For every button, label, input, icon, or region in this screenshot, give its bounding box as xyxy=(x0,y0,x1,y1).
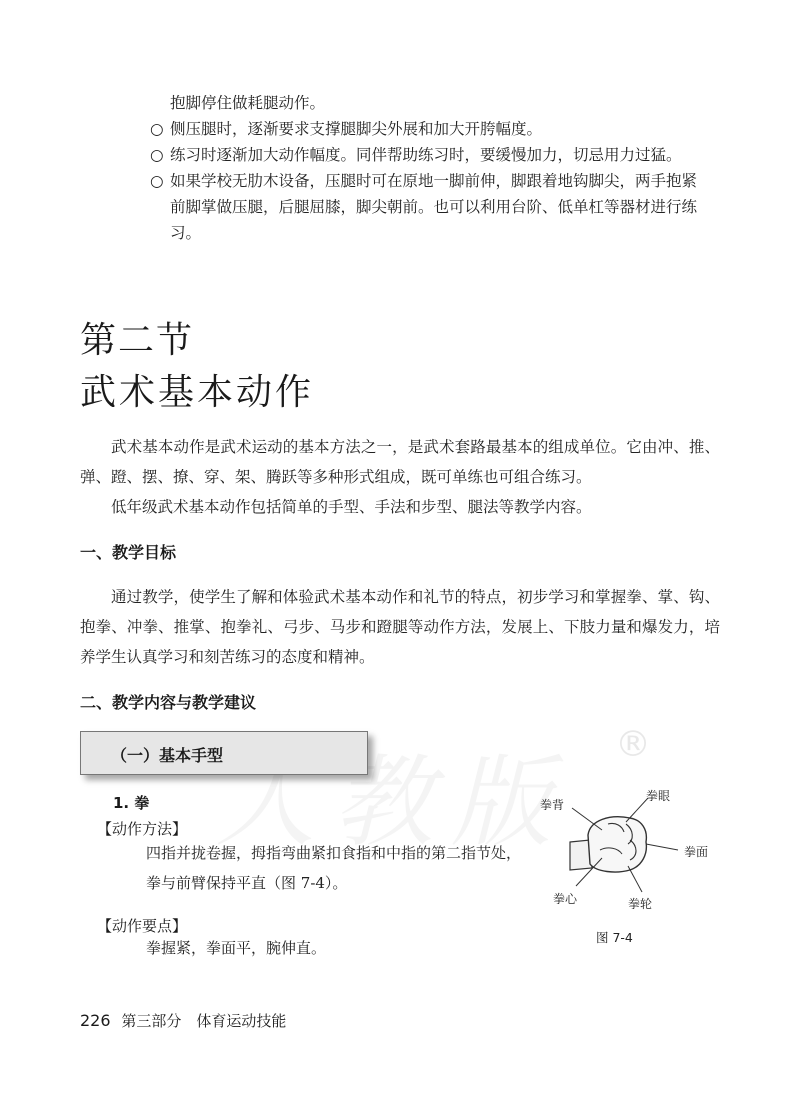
section-title: 武术基本动作 xyxy=(80,372,315,413)
tip-item xyxy=(150,142,710,168)
page-footer xyxy=(80,1010,286,1031)
subsection-title: （一）基本手型 xyxy=(111,746,224,765)
intro-paragraph: 武术基本动作是武术运动的基本方法之一，是武术套路最基本的组成单位。它由冲、推、弹、蹬、摆、撩、穿、架、腾跃等多种形式组成，既可单练也可组合练习。 xyxy=(80,438,720,486)
bullet-circle-icon: ○ xyxy=(150,146,164,164)
tips-continuation: 抱脚停住做耗腿动作。 xyxy=(170,94,326,112)
label-fist-back: 拳背 xyxy=(540,798,565,812)
tip-item xyxy=(150,116,710,142)
leader-line-wheel xyxy=(628,866,642,892)
method-label: 【动作方法】 xyxy=(97,820,188,838)
leader-line-back xyxy=(572,808,602,830)
label-fist-wheel: 拳轮 xyxy=(628,897,653,911)
footer-text: 第三部分 体育运动技能 xyxy=(121,1012,287,1030)
bullet-circle-icon: ○ xyxy=(150,120,164,138)
intro-paragraph: 低年级武术基本动作包括简单的手型、手法和步型、腿法等教学内容。 xyxy=(111,498,592,516)
label-fist-face: 拳面 xyxy=(684,845,709,859)
tip-text: 练习时逐渐加大动作幅度。同伴帮助练习时，要缓慢加力，切忌用力过猛。 xyxy=(170,146,682,164)
section-number: 第二节 xyxy=(80,320,195,361)
tip-text: 侧压腿时，逐渐要求支撑腿脚尖外展和加大开胯幅度。 xyxy=(170,120,543,138)
tips-list xyxy=(150,90,710,246)
registered-mark-icon: ® xyxy=(615,724,651,765)
heading-content-suggestions: 二、教学内容与教学建议 xyxy=(80,693,257,712)
goal-paragraph: 通过教学，使学生了解和体验武术基本动作和礼节的特点，初步学习和掌握拳、掌、钩、抱拳、冲拳、推掌、抱拳礼、弓步、马步和蹬腿等动作方法，发展上、下肢力量和爆发力，培养学生认真学习和刻苦练习的态度和精神。 xyxy=(80,588,720,666)
keypoints-text: 拳握紧，拳面平，腕伸直。 xyxy=(146,939,327,957)
method-text: 四指并拢卷握，拇指弯曲紧扣食指和中指的第二指节处，拳与前臂保持平直（图 7-4）。 xyxy=(146,844,522,892)
goal-text xyxy=(80,582,720,672)
leader-line-eye xyxy=(626,798,648,822)
bullet-circle-icon: ○ xyxy=(150,172,164,190)
label-fist-eye: 拳眼 xyxy=(646,789,671,803)
leader-line-face xyxy=(646,844,678,850)
label-fist-heart: 拳心 xyxy=(553,892,578,906)
tip-item xyxy=(150,168,710,246)
page-number: 226 xyxy=(80,1011,111,1030)
intro-text xyxy=(80,432,720,522)
keypoints-label: 【动作要点】 xyxy=(97,917,188,935)
tip-text: 如果学校无肋木设备，压腿时可在原地一脚前伸，脚跟着地钩脚尖，两手抱紧前脚掌做压腿，后腿屈膝，脚尖朝前。也可以利用台阶、低单杠等器材进行练习。 xyxy=(170,172,698,242)
item-title-fist: 1. 拳 xyxy=(113,794,150,812)
figure-caption: 图 7-4 xyxy=(596,930,633,945)
subsection-box xyxy=(80,731,368,775)
heading-teaching-goals: 一、教学目标 xyxy=(80,543,177,562)
